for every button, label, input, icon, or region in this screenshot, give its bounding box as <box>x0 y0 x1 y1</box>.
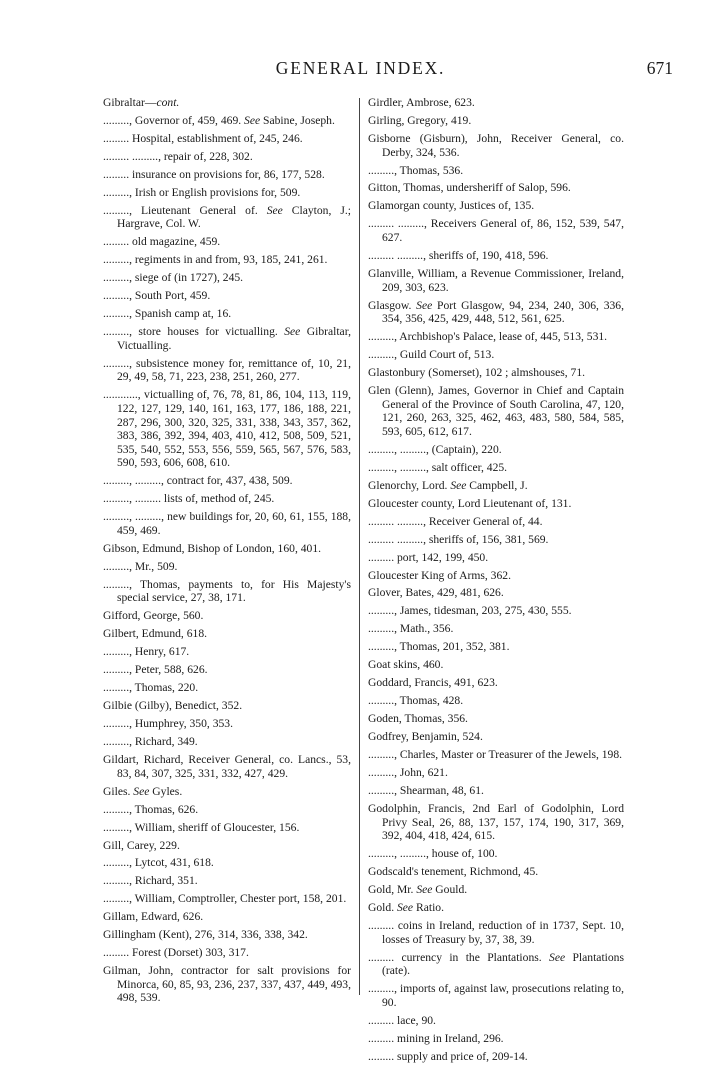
index-entry-text: Gold. <box>368 901 397 915</box>
index-entry <box>368 676 624 690</box>
index-entry-text: ......... ........., repair of, 228, 302. <box>103 149 253 163</box>
index-entry-italic: See <box>416 298 433 312</box>
index-entry-text: ........., Thomas, 201, 352, 381. <box>368 640 510 654</box>
index-entry-text: ........., Lieutenant General of. <box>103 203 267 217</box>
index-entry <box>368 299 624 326</box>
index-entry <box>368 533 624 547</box>
index-entry-italic: See <box>133 784 150 798</box>
index-entry-text: Glanville, William, a Revenue Commissioner, Ireland, 209, 303, 623. <box>368 266 624 294</box>
index-entry-text: ........., Richard, 351. <box>103 874 198 888</box>
index-entry-text: ........., store houses for victualling. <box>103 325 285 339</box>
index-entry <box>368 569 624 583</box>
index-entry <box>103 609 351 623</box>
index-entry-text: ........., ........., house of, 100. <box>368 847 498 861</box>
index-entry-italic: See <box>396 901 414 915</box>
index-entry-text: ........., Governor of, 459, 469. <box>103 113 245 127</box>
index-column-right <box>368 96 624 1068</box>
page-title: GENERAL INDEX. <box>275 58 446 78</box>
index-entry <box>103 803 351 817</box>
index-entry <box>368 164 624 178</box>
index-entry <box>103 560 351 574</box>
index-entry <box>103 132 351 146</box>
index-entry <box>368 330 624 344</box>
index-entry-text: Glenorchy, Lord. <box>368 478 451 492</box>
index-entry-text: Campbell, J. <box>466 478 528 492</box>
index-entry <box>368 96 624 110</box>
index-entry <box>103 717 351 731</box>
index-entry-text: ........., ........., (Captain), 220. <box>368 442 502 456</box>
index-entry-italic: See <box>450 478 467 492</box>
index-entry <box>368 479 624 493</box>
index-entry-text: ........., Mr., 509. <box>103 559 178 573</box>
index-entry-text: ........., Thomas, 626. <box>103 802 199 816</box>
index-entry <box>368 586 624 600</box>
index-entry <box>368 384 624 438</box>
index-entry-text: Gibraltar— <box>103 96 157 109</box>
index-entry <box>368 784 624 798</box>
index-entry-text: Glen (Glenn), James, Governor in Chief and Captain General of the Province of South Carolina, 47, 120, 121, 260, 263, 325, 462, 463, 483, 580, 584, 585, 593, 605, 612, 617. <box>368 383 624 438</box>
index-entry <box>103 253 351 267</box>
index-entry <box>103 753 351 780</box>
index-entry <box>103 307 351 321</box>
index-entry-text: ........., Humphrey, 350, 353. <box>103 717 233 731</box>
index-entry-text: ........., Thomas, 220. <box>103 681 199 695</box>
index-entry <box>103 645 351 659</box>
index-entry <box>103 964 351 1005</box>
index-entry <box>368 901 624 915</box>
page-number: 671 <box>646 58 673 78</box>
index-entry-text: ............, victualling of, 76, 78, 81, 86, 104, 113, 119, 122, 127, 129, 140, 161, 163, 177, 186, 188, 221, 287, 296, 300, 320, 325, 331, 338, 343, 357, 362, 383, 386, 392, 394, 403, 410, 412, 508, 509, 521, 535, 540, 552, 553, 556, 559, 565, 567, 576, 583, 590, 593, 606, 608, 610. <box>103 388 351 470</box>
index-entry-text: ......... lace, 90. <box>368 1013 436 1027</box>
index-entry-text: ........., Thomas, payments to, for His Majesty's special service, 27, 38, 171. <box>103 577 351 605</box>
index-entry-text: ........., ......... lists of, method of, 245. <box>103 492 275 506</box>
index-entry-text: Gildart, Richard, Receiver General, co. Lancs., 53, 83, 84, 307, 325, 331, 332, 427, 429. <box>103 753 351 780</box>
index-entry-text: Goddard, Francis, 491, 623. <box>368 676 498 690</box>
index-entry <box>368 348 624 362</box>
index-entry <box>368 461 624 475</box>
index-entry <box>103 874 351 888</box>
index-entry-text: ......... currency in the Plantations. <box>368 950 550 964</box>
index-entry <box>368 249 624 263</box>
index-entry-text: Glasgow. <box>368 298 417 312</box>
index-entry <box>103 186 351 200</box>
index-entry-text: Gilbert, Edmund, 618. <box>103 627 208 641</box>
index-entry-text: Gloucester county, Lord Lieutenant of, 131. <box>368 496 572 510</box>
index-entry-text: ........., Irish or English provisions for, 509. <box>103 185 301 199</box>
index-entry-text: ......... ........., Receiver General of, 44. <box>368 514 543 528</box>
index-entry-text: Gill, Carey, 229. <box>103 838 180 852</box>
index-entry-italic: See <box>244 113 261 127</box>
index-entry <box>368 712 624 726</box>
index-entry <box>368 622 624 636</box>
index-entry <box>368 366 624 380</box>
index-entry <box>103 663 351 677</box>
index-entry-text: ........., Thomas, 428. <box>368 694 464 708</box>
index-entry-text: Gould. <box>432 883 468 897</box>
index-entry-text: ......... ........., sheriffs of, 190, 418, 596. <box>368 248 549 262</box>
index-entry-text: Goden, Thomas, 356. <box>368 712 468 726</box>
index-entry-text: Gloucester King of Arms, 362. <box>368 568 511 582</box>
index-entry-text: ......... ........., Receivers General of, 86, 152, 539, 547, 627. <box>368 217 624 244</box>
index-entry <box>103 510 351 537</box>
index-entry-text: ......... mining in Ireland, 296. <box>368 1031 504 1045</box>
index-entry-text: ........., ........., new buildings for, 20, 60, 61, 155, 188, 459, 469. <box>103 510 351 537</box>
index-entry-italic: See <box>416 883 433 897</box>
index-entry <box>103 325 351 352</box>
index-entry-text: ........., Math., 356. <box>368 622 454 636</box>
index-entry <box>368 865 624 879</box>
index-entry <box>368 730 624 744</box>
index-entry-text: Sabine, Joseph. <box>260 113 335 127</box>
index-entry-text: ........., Thomas, 536. <box>368 163 464 177</box>
index-entry <box>368 1014 624 1028</box>
index-entry <box>368 847 624 861</box>
index-entry <box>368 181 624 195</box>
index-entry-text: ........., Archbishop's Palace, lease of, 445, 513, 531. <box>368 330 608 344</box>
index-entry-text: Godolphin, Francis, 2nd Earl of Godolphin, Lord Privy Seal, 26, 88, 137, 157, 174, 190, 317, 369, 392, 404, 418, 424, 615. <box>368 802 624 843</box>
index-entry <box>368 748 624 762</box>
index-entry-italic: See <box>549 950 566 964</box>
index-entry-text: ........., Shearman, 48, 61. <box>368 784 484 798</box>
index-column-left <box>103 96 351 1009</box>
index-entry-text: ......... old magazine, 459. <box>103 235 221 249</box>
index-entry <box>368 604 624 618</box>
index-entry-text: ........., William, Comptroller, Chester port, 158, 201. <box>103 892 347 906</box>
index-entry-text: ........., James, tidesman, 203, 275, 430, 555. <box>368 604 572 618</box>
index-entry <box>368 199 624 213</box>
index-entry <box>368 551 624 565</box>
index-entry-text: Giles. <box>103 784 134 798</box>
index-entry <box>103 627 351 641</box>
index-entry <box>368 766 624 780</box>
index-entry <box>103 839 351 853</box>
index-entry-text: Gillingham (Kent), 276, 314, 336, 338, 342. <box>103 928 308 942</box>
index-entry <box>103 271 351 285</box>
index-entry-text: ........., Lytcot, 431, 618. <box>103 856 214 870</box>
index-entry-text: ........., William, sheriff of Gloucester, 156. <box>103 820 300 834</box>
index-entry-text: Girdler, Ambrose, 623. <box>368 96 475 109</box>
index-entry <box>103 204 351 231</box>
index-entry-text: ........., Peter, 588, 626. <box>103 663 208 677</box>
index-entry-text: ........., siege of (in 1727), 245. <box>103 271 244 285</box>
index-entry <box>103 910 351 924</box>
index-entry-text: Glover, Bates, 429, 481, 626. <box>368 586 504 600</box>
index-entry-text: ......... Hospital, establishment of, 245, 246. <box>103 131 303 145</box>
index-entry <box>103 357 351 384</box>
index-entry-text: ........., ........., salt officer, 425. <box>368 460 508 474</box>
index-entry <box>103 681 351 695</box>
index-entry-text: ........., Richard, 349. <box>103 735 198 749</box>
index-entry-text: Gibson, Edmund, Bishop of London, 160, 401. <box>103 541 322 555</box>
index-entry-text: Gyles. <box>149 784 183 798</box>
index-entry-text: Gisborne (Gisburn), John, Receiver General, co. Derby, 324, 536. <box>368 131 624 159</box>
index-entry <box>103 856 351 870</box>
index-entry-italic: cont. <box>156 96 180 109</box>
index-entry-text: Gold, Mr. <box>368 883 417 897</box>
index-entry-text: ........., Henry, 617. <box>103 645 190 659</box>
index-entry <box>103 785 351 799</box>
column-divider <box>359 98 360 995</box>
index-entry <box>103 946 351 960</box>
index-entry-text: ......... insurance on provisions for, 86, 177, 528. <box>103 167 325 181</box>
index-entry <box>103 892 351 906</box>
index-entry <box>103 388 351 469</box>
index-entry-text: ........., Spanish camp at, 16. <box>103 307 232 321</box>
index-entry-italic: See <box>284 325 301 339</box>
index-entry-text: Glamorgan county, Justices of, 135. <box>368 199 535 213</box>
index-entry-text: ......... port, 142, 199, 450. <box>368 550 489 564</box>
index-entry-text: Gifford, George, 560. <box>103 609 204 623</box>
index-entry-text: Clayton, J.; Hargrave, Col. W. <box>117 203 351 231</box>
index-entry <box>103 235 351 249</box>
index-entry-text: Plantations (rate). <box>382 950 624 978</box>
index-entry-text: Godscald's tenement, Richmond, 45. <box>368 865 539 879</box>
index-entry-text: Gillam, Edward, 626. <box>103 910 204 924</box>
index-entry <box>368 114 624 128</box>
index-entry-text: ........., subsistence money for, remittance of, 10, 21, 29, 49, 58, 71, 223, 238, 251, 260, 277. <box>103 356 351 384</box>
index-entry-text: Ratio. <box>413 901 444 915</box>
index-entry <box>103 114 351 128</box>
index-entry <box>368 802 624 843</box>
index-entry-text: Gibraltar, Victualling. <box>117 325 351 352</box>
index-entry <box>368 883 624 897</box>
index-entry-text: ........., South Port, 459. <box>103 289 211 303</box>
index-entry <box>368 217 624 244</box>
index-entry-text: ......... coins in Ireland, reduction of in 1737, Sept. 10, losses of Treasury by, 37, 38, 39. <box>368 919 624 946</box>
index-entry <box>103 168 351 182</box>
index-entry <box>103 821 351 835</box>
index-entry <box>103 492 351 506</box>
index-entry <box>103 699 351 713</box>
index-entry <box>103 578 351 605</box>
index-entry-text: ........., regiments in and from, 93, 185, 241, 261. <box>103 253 328 267</box>
index-entry-text: Gitton, Thomas, undersheriff of Salop, 596. <box>368 181 571 195</box>
index-entry <box>103 289 351 303</box>
index-entry-text: ........., John, 621. <box>368 766 448 780</box>
index-entry <box>368 132 624 159</box>
index-entry <box>368 443 624 457</box>
index-entry <box>368 1032 624 1046</box>
index-entry <box>368 982 624 1009</box>
index-entry <box>368 640 624 654</box>
index-entry-text: Gilman, John, contractor for salt provisions for Minorca, 60, 85, 93, 236, 237, 337, 437, 449, 493, 498, 539. <box>103 964 351 1005</box>
index-entry-italic: See <box>266 203 283 217</box>
index-entry-text: ......... Forest (Dorset) 303, 317. <box>103 946 249 960</box>
index-entry <box>368 658 624 672</box>
index-entry <box>368 1050 624 1064</box>
page-header <box>0 58 721 88</box>
index-entry <box>368 694 624 708</box>
index-entry-text: ......... ........., sheriffs of, 156, 381, 569. <box>368 532 549 546</box>
index-entry <box>103 150 351 164</box>
index-entry <box>103 474 351 488</box>
index-entry-text: Girling, Gregory, 419. <box>368 113 472 127</box>
index-entry <box>368 497 624 511</box>
index-entry <box>103 735 351 749</box>
index-entry-text: ........., Charles, Master or Treasurer of the Jewels, 198. <box>368 748 623 762</box>
index-entry-text: ......... supply and price of, 209-14. <box>368 1049 528 1063</box>
index-entry-text: Gilbie (Gilby), Benedict, 352. <box>103 699 243 713</box>
index-entry-text: ........., ........., contract for, 437, 438, 509. <box>103 474 293 488</box>
index-entry-text: ........., Guild Court of, 513. <box>368 348 495 362</box>
index-entry <box>103 96 351 110</box>
index-entry-text: Glastonbury (Somerset), 102 ; almshouses, 71. <box>368 366 586 379</box>
index-entry-text: Goat skins, 460. <box>368 658 444 672</box>
index-entry-text: Port Glasgow, 94, 234, 240, 306, 336, 354, 356, 425, 429, 448, 512, 561, 625. <box>382 298 624 326</box>
index-entry <box>368 267 624 294</box>
index-entry <box>103 542 351 556</box>
index-entry <box>103 928 351 942</box>
index-entry <box>368 951 624 978</box>
index-entry <box>368 515 624 529</box>
index-entry <box>368 919 624 946</box>
index-entry-text: Godfrey, Benjamin, 524. <box>368 730 483 744</box>
index-entry-text: ........., imports of, against law, prosecutions relating to, 90. <box>368 982 624 1009</box>
